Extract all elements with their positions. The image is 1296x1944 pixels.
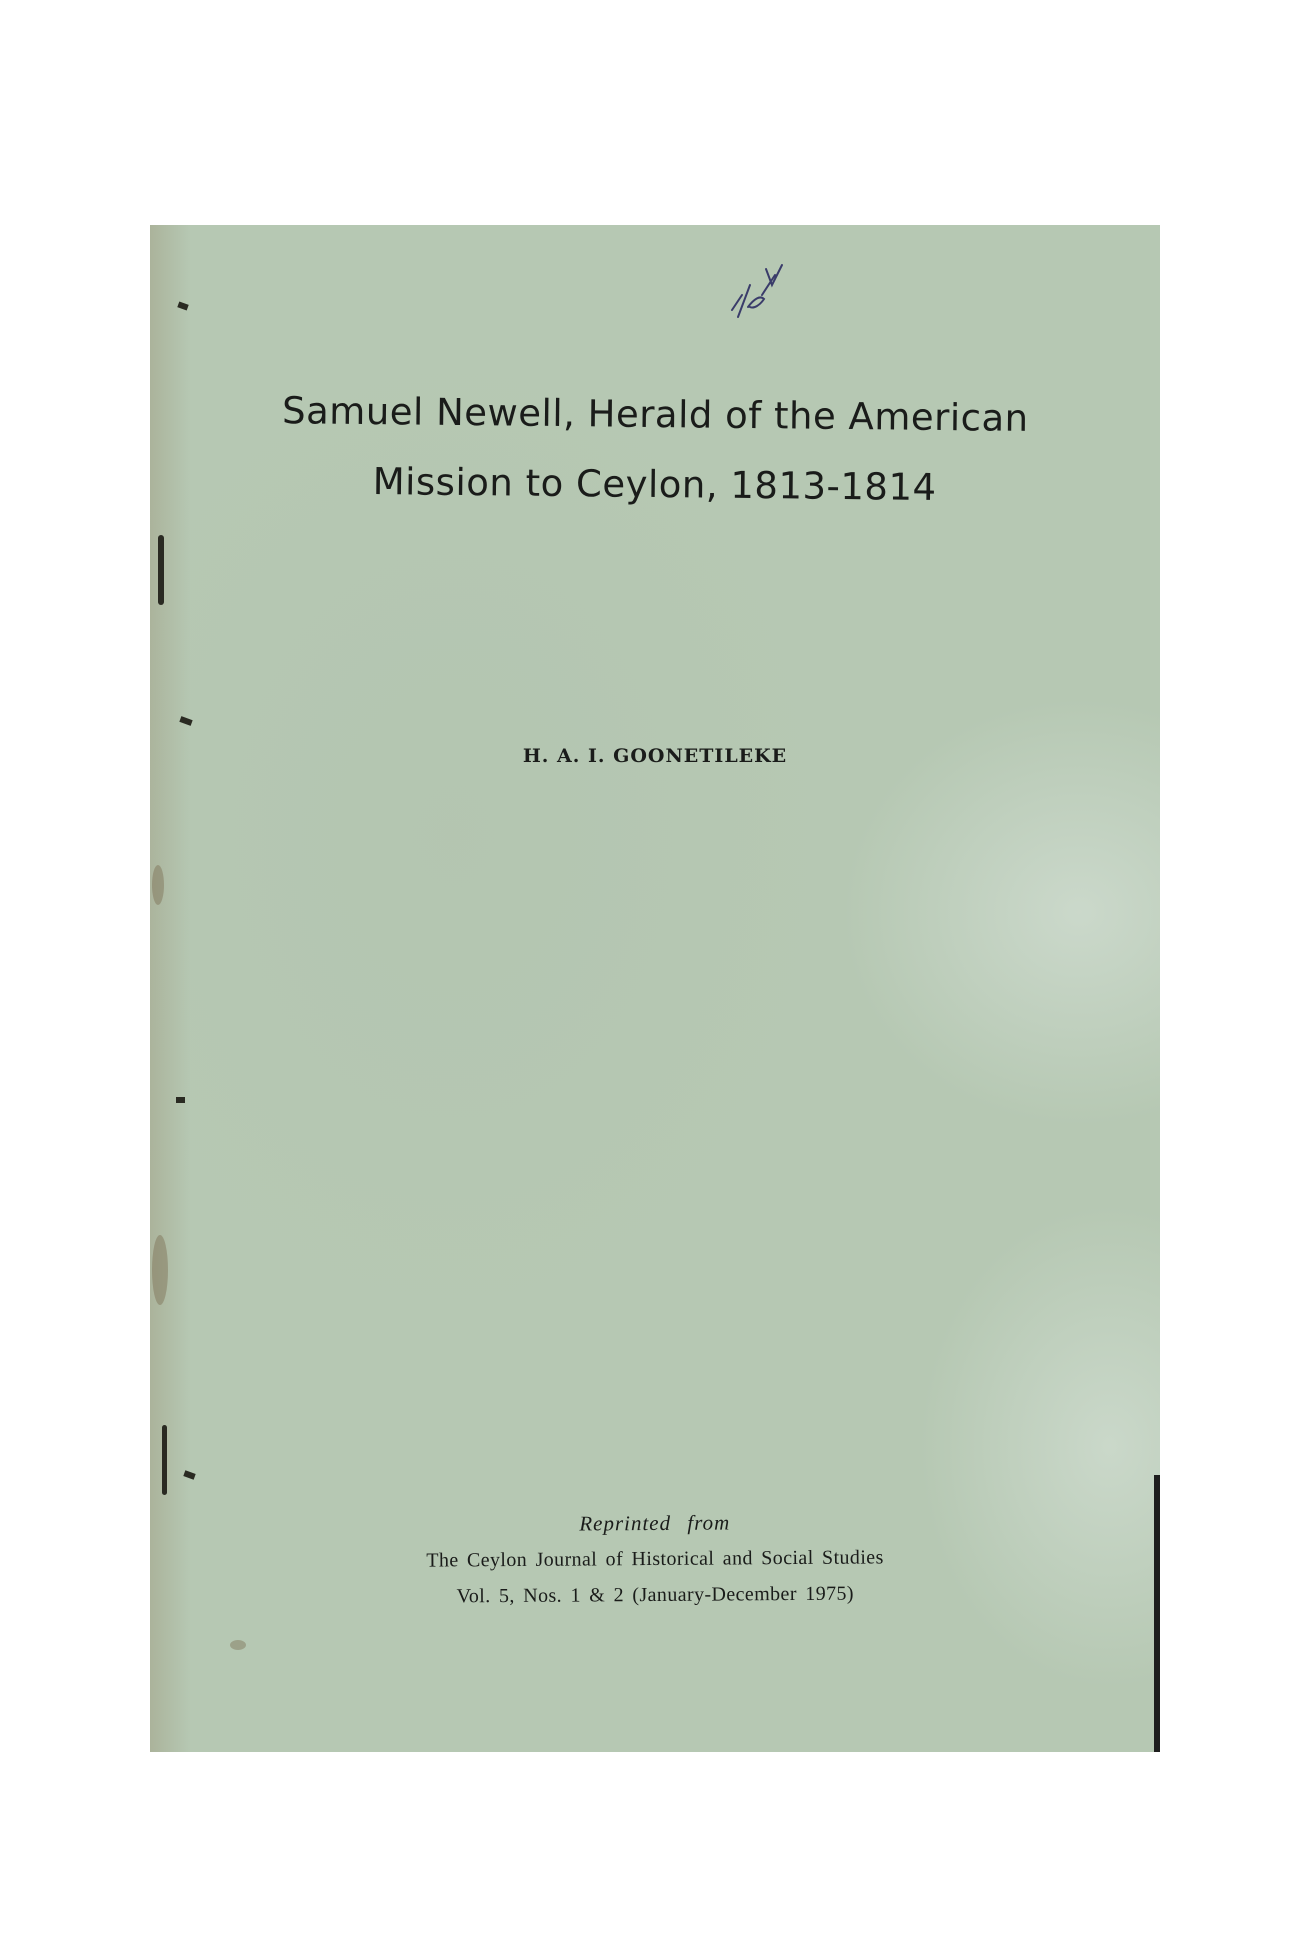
reprint-label: Reprinted from	[579, 1510, 731, 1536]
binding-mark	[177, 301, 188, 310]
stain	[230, 1640, 246, 1650]
stain	[152, 1235, 168, 1305]
binding-mark	[162, 1425, 167, 1495]
author-name: H. A. I. GOONETILEKE	[522, 745, 788, 767]
volume-info: Vol. 5, Nos. 1 & 2 (January-December 1975)	[456, 1582, 854, 1608]
binding-mark	[176, 1097, 185, 1103]
page-edge-shadow	[1154, 1475, 1160, 1752]
title-line-2: Mission to Ceylon, 1813-1814	[372, 460, 937, 509]
binding-mark	[179, 716, 192, 726]
journal-name: The Ceylon Journal of Historical and Social Studies	[426, 1546, 884, 1572]
stain	[152, 865, 164, 905]
title-line-1: Samuel Newell, Herald of the American	[281, 389, 1029, 440]
book-cover	[150, 225, 1160, 1752]
handwritten-note-icon	[720, 255, 790, 335]
binding-mark	[158, 535, 164, 605]
reprint-notice	[150, 1501, 1160, 1616]
binding-mark	[183, 1470, 195, 1479]
cover-title	[150, 375, 1160, 526]
